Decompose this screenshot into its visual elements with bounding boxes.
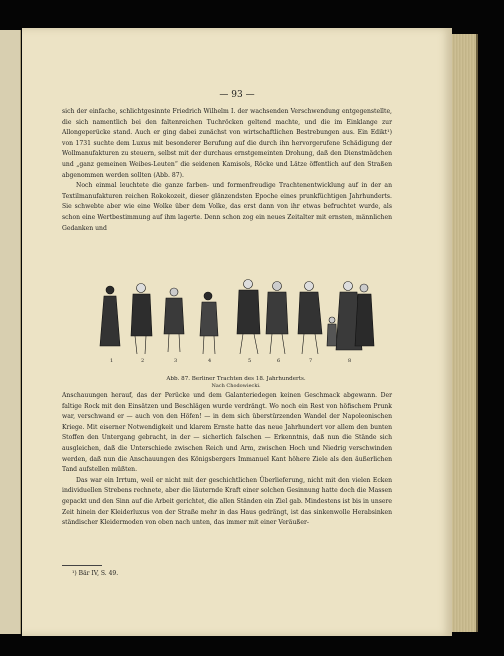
footnote-rule <box>62 565 102 566</box>
text-block-bottom <box>62 391 392 529</box>
figure-number: 4 <box>208 358 212 364</box>
text-block-top <box>62 107 392 234</box>
footnote: ¹) Bär IV, S. 49. <box>72 570 119 577</box>
figure-number: 1 <box>110 358 114 364</box>
book-page <box>22 28 452 636</box>
left-page-edge <box>0 30 21 634</box>
figure-number: 8 <box>348 358 352 364</box>
figure-number: 5 <box>248 358 252 364</box>
figure-number: 2 <box>141 358 145 364</box>
figure-number: 3 <box>174 358 178 364</box>
paragraph: Das war ein Irrtum, weil er nicht mit der geschichtlichen Überlieferung, nicht mit den vielen Ecken individuellen Strebens rechnete, aber die läuternde Kraft einer solchen Gesinnung hatte doch die Massen gepackt und den Sinn auf die Arbeit gerichtet, die allen Ständen ein Ziel gab. Mindestens ist bis in unsere Zeit hinein der Kleiderluxus von der Straße mehr in das Haus gedrängt, ist das sinkenwolle Herabsinken ständischer Kleidermoden von oben nach unten, das immer mit einer Veräußer- <box>62 476 392 527</box>
figure-caption <box>86 376 386 390</box>
figure-number: 7 <box>309 358 313 364</box>
illustration-berlin-costumes <box>86 276 386 376</box>
caption-source: Nach Chodowiecki. <box>211 383 261 389</box>
caption-title: Abb. 87. Berliner Trachten des 18. Jahrhunderts. <box>166 376 306 382</box>
page-header: — 93 — <box>219 90 255 100</box>
paragraph: Anschauungen herauf, das der Perücke und dem Galanteriedegen keinen Geschmack abgewann. Der faltige Rock mit den Einsätzen und Beschlägen wurde verdrängt. Wo noch ein Rest von höfischem Prunk war, verschwand er — auch von den Höfen! — in dem sich überstürzenden Wandel der Napoleonischen Kriege. Mit eiserner Notwendigkeit und klarem Ernste hatte das neue Jahrhundert vor allem den bunten Stoffen den Untergang gebracht, in der — sicherlich falschen — Erkenntnis, daß nun die Stände sich ausgleichen, daß die Unterschiede zwischen Reich und Arm, zwischen Hoch und Niedrig verschwinden werden, daß nun die Anschauungen des Königsbergers Immanuel Kant höhere Ziele als den äußerlichen Tand aufstellen müßten. <box>62 392 392 474</box>
paragraph: Noch einmal leuchtete die ganze farben- und formenfreudige Trachtenentwicklung auf in der an Textilmanufakturen reichen Rokokozeit, dieser glänzendsten Epoche eines prunkfüchtigen Jahrhunderts. Sie schwebte aber wie eine Wolke über dem Volke, das erst dann von ihr etwas befruchtet wurde, als schon eine Wertbestimmung auf ihm lagerte. Denn schon zog ein neues Zeitalter mit ernsten, männlichen Gedanken und <box>62 182 392 232</box>
paragraph: sich der einfache, schlichtgesinnte Friedrich Wilhelm I. der wachsenden Verschwendung entgegenstellte, die sich namentlich bei den faltenreichen Tuchröcken geltend machte, und die im Einklange zur Allongeperücke stand. Auch er ging dabei zunächst von wirtschaftlichen Bestrebungen aus. Ein Edikt¹) von 1731 suchte dem Luxus mit besonderer Berufung auf die durch ihn hervorgerufene Schädigung der Wollmanufakturen zu steuern, selbst mit der durchaus ernstgemeinten Drohung, daß den Dienstmädchen und „ganz gemeinen Weibes-Leuten“ die seidenen Kamisols, Röcke und Lätze öffentlich auf den Straßen abgenommen werden sollten (Abb. 87). <box>62 108 392 179</box>
figure-number: 6 <box>277 358 281 364</box>
book-page-edges <box>452 34 478 632</box>
